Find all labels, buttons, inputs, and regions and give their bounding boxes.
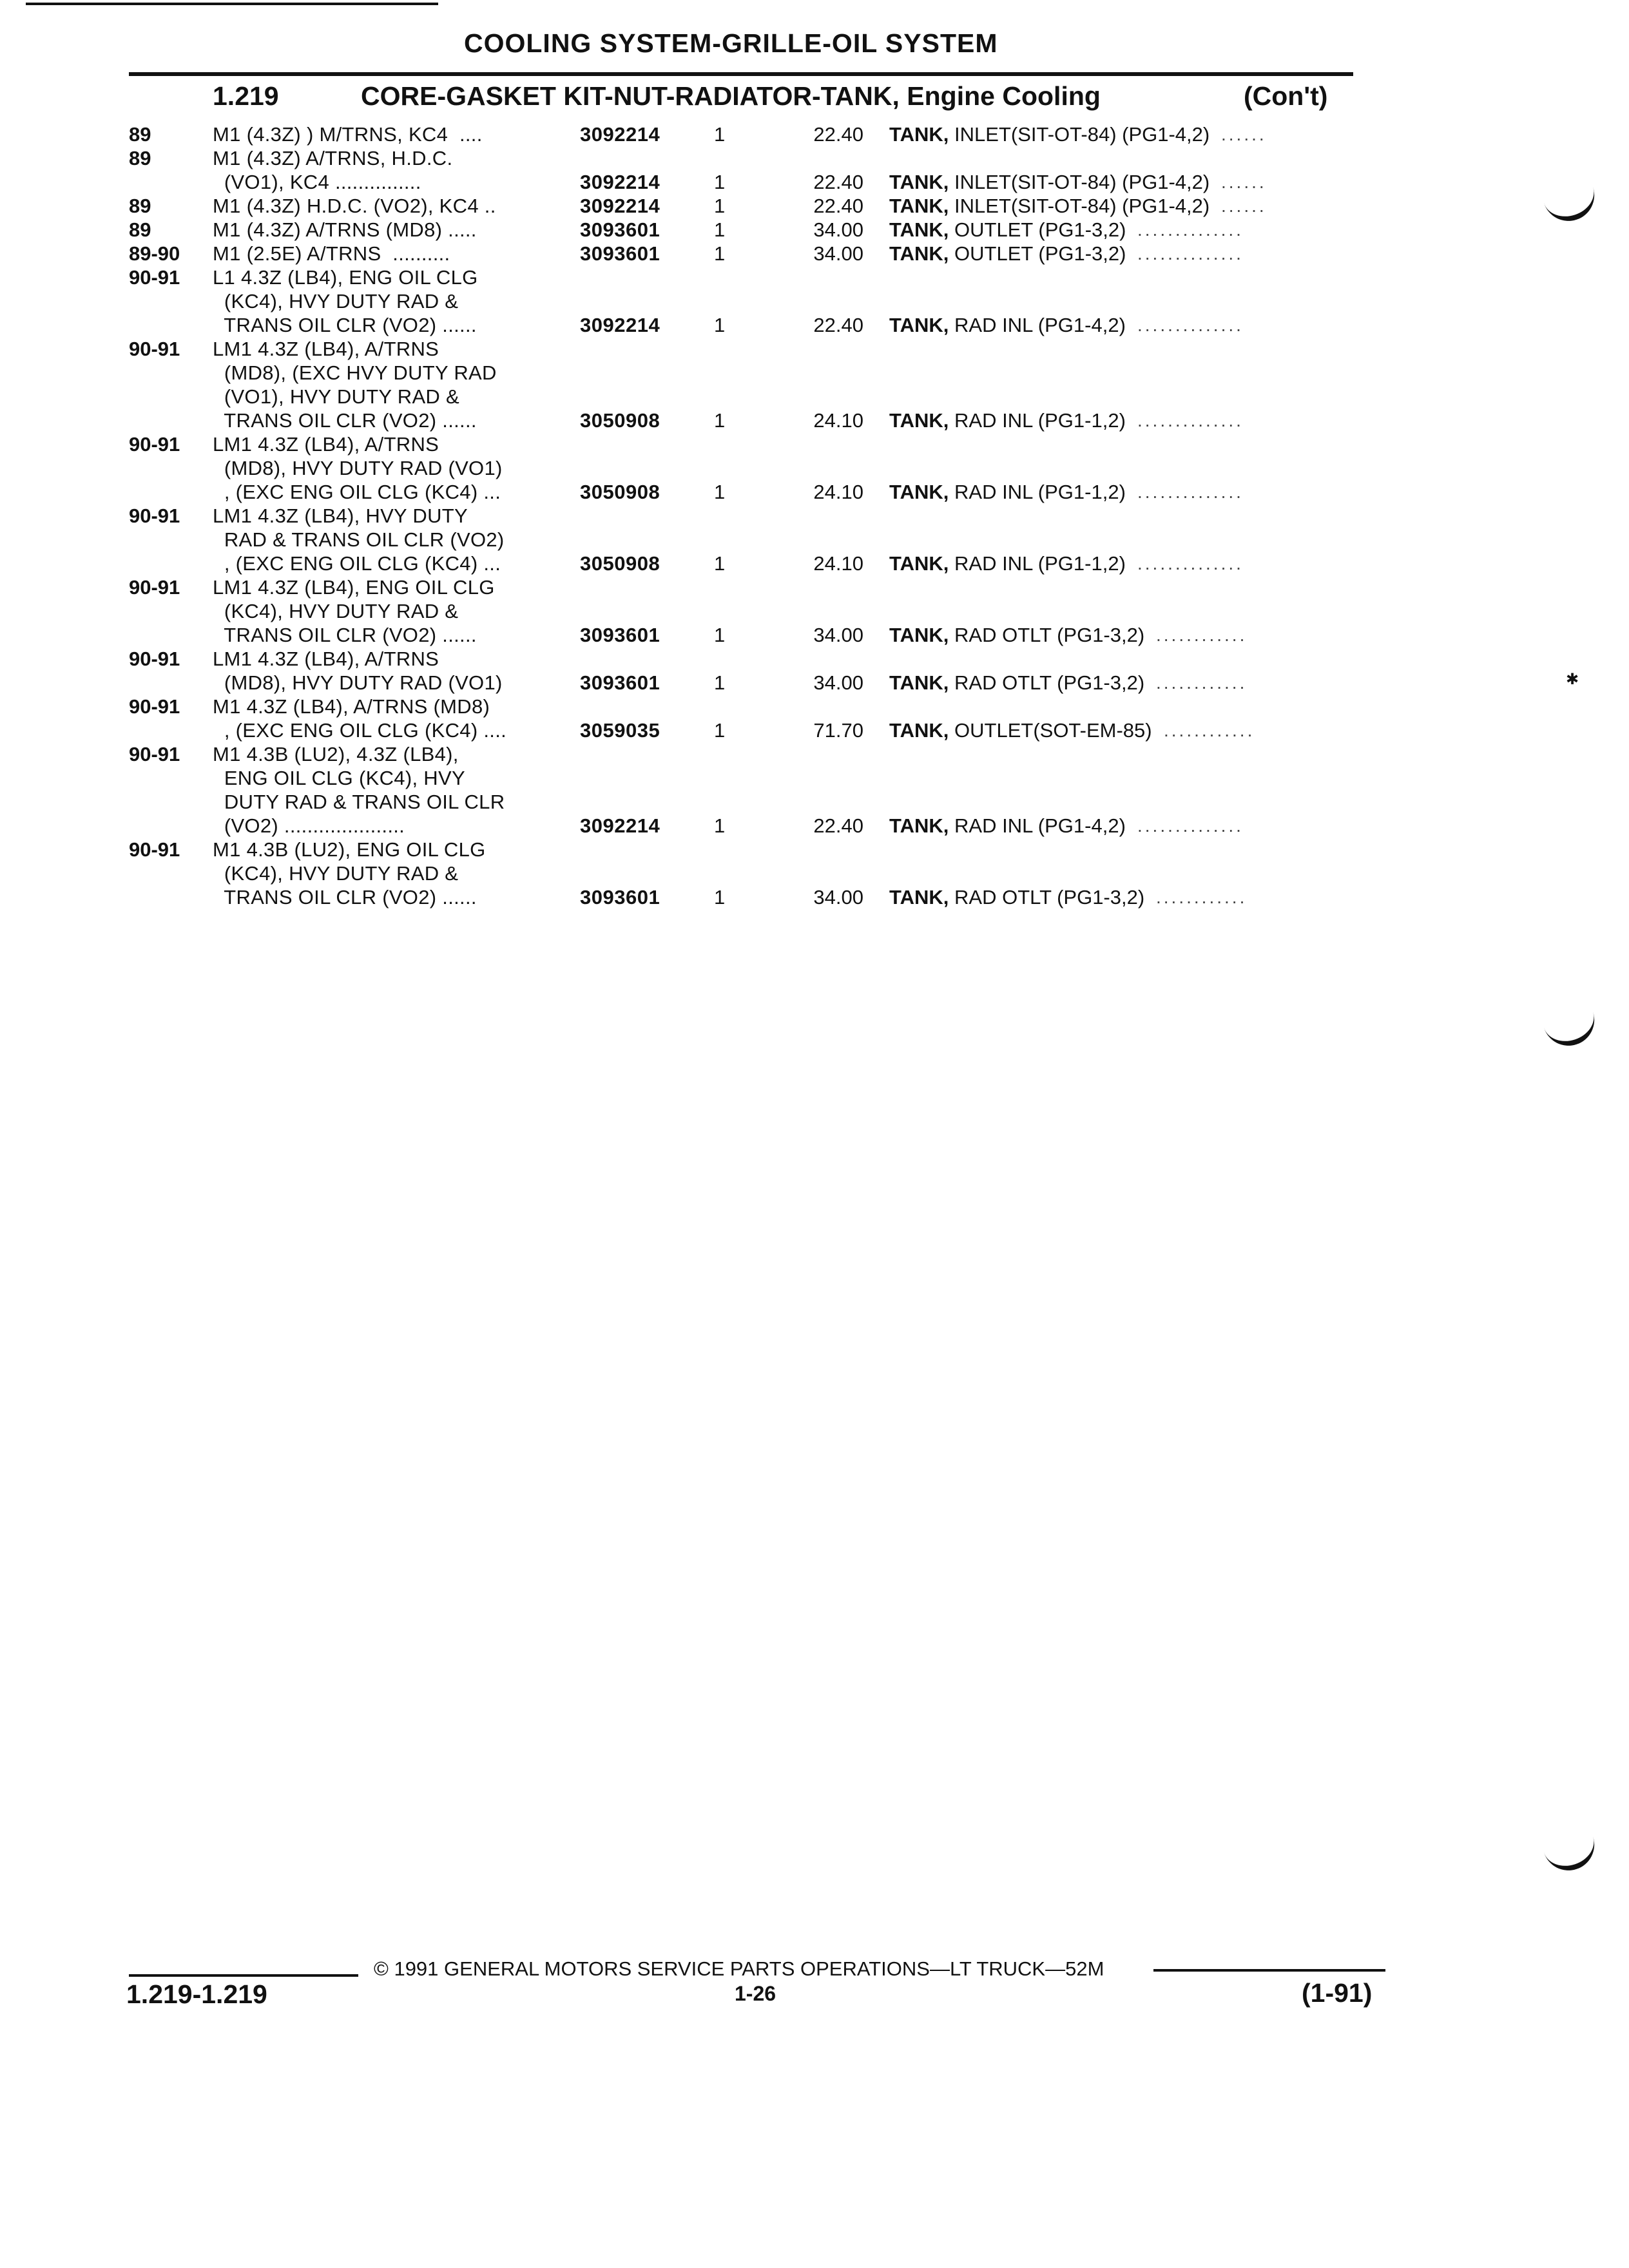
part-row xyxy=(0,742,1629,838)
model-year: 89 xyxy=(129,195,151,217)
footer-rule-right xyxy=(1153,1969,1385,1972)
quantity: 1 xyxy=(714,814,726,837)
description-line: LM1 4.3Z (LB4), A/TRNS xyxy=(213,433,439,456)
application-description xyxy=(213,432,574,504)
part-row xyxy=(0,146,1629,194)
part-name-detail: RAD INL (PG1-4,2) xyxy=(949,814,1126,837)
part-name-keyword: TANK, xyxy=(889,409,949,432)
description-line: (MD8), (EXC HVY DUTY RAD xyxy=(213,361,497,384)
description-line: LM1 4.3Z (LB4), ENG OIL CLG xyxy=(213,576,495,599)
group-heading xyxy=(213,76,1347,117)
part-row xyxy=(0,838,1629,909)
description-line: (KC4), HVY DUTY RAD & xyxy=(213,290,459,312)
part-name-keyword: TANK, xyxy=(889,314,949,336)
application-description xyxy=(213,647,574,695)
price: 71.70 xyxy=(813,719,863,742)
part-name-keyword: TANK, xyxy=(889,552,949,575)
top-edge-rule xyxy=(26,3,438,5)
continued-label: (Con't) xyxy=(1244,81,1328,111)
quantity: 1 xyxy=(714,409,726,432)
leader-dots: .............. xyxy=(1137,410,1244,430)
part-name-detail: RAD INL (PG1-1,2) xyxy=(949,409,1126,432)
leader-dots: ...... xyxy=(1221,124,1267,144)
leader-dots: ...... xyxy=(1221,196,1267,216)
price: 34.00 xyxy=(813,242,863,265)
leader-dots: .............. xyxy=(1137,482,1244,502)
description-line: M1 (4.3Z) A/TRNS, H.D.C. xyxy=(213,147,453,169)
leader-dots: .............. xyxy=(1137,220,1244,240)
footer-copyright: © 1991 GENERAL MOTORS SERVICE PARTS OPERATIONS—LT TRUCK—52M xyxy=(374,1957,1104,1980)
part-number: 3059035 xyxy=(580,719,660,742)
part-name-keyword: TANK, xyxy=(889,123,949,146)
description-line: L1 4.3Z (LB4), ENG OIL CLG xyxy=(213,266,478,289)
model-year: 90-91 xyxy=(129,338,180,360)
description-line: TRANS OIL CLR (VO2) ...... xyxy=(213,314,477,336)
description-line: (VO1), HVY DUTY RAD & xyxy=(213,385,460,408)
description-line: M1 4.3Z (LB4), A/TRNS (MD8) xyxy=(213,695,490,718)
quantity: 1 xyxy=(714,171,726,193)
part-name xyxy=(889,885,1144,909)
description-line: , (EXC ENG OIL CLG (KC4) ... xyxy=(213,552,501,575)
part-name-detail: RAD OTLT (PG1-3,2) xyxy=(949,671,1145,694)
part-number: 3093601 xyxy=(580,624,660,646)
application-description xyxy=(213,575,574,647)
model-year: 90-91 xyxy=(129,743,180,765)
part-number: 3092214 xyxy=(580,171,660,193)
leader-dots: .............. xyxy=(1137,315,1244,335)
part-name xyxy=(889,122,1210,146)
quantity: 1 xyxy=(714,314,726,336)
description-line: ENG OIL CLG (KC4), HVY xyxy=(213,767,465,789)
part-name xyxy=(889,623,1144,647)
part-name xyxy=(889,170,1210,194)
binder-hole-mark xyxy=(1543,1011,1601,1053)
part-row xyxy=(0,122,1629,146)
model-year: 89 xyxy=(129,147,151,169)
part-row xyxy=(0,432,1629,504)
application-description xyxy=(213,838,574,909)
part-name xyxy=(889,218,1126,242)
application-description xyxy=(213,265,574,337)
description-line: DUTY RAD & TRANS OIL CLR xyxy=(213,791,505,813)
footer-date-code: (1-91) xyxy=(1302,1978,1373,2008)
model-year: 89-90 xyxy=(129,242,180,265)
part-row xyxy=(0,265,1629,337)
description-line: M1 (4.3Z) ) M/TRNS, KC4 .... xyxy=(213,123,483,146)
section-title: COOLING SYSTEM-GRILLE-OIL SYSTEM xyxy=(464,28,998,58)
part-row xyxy=(0,242,1629,265)
price: 34.00 xyxy=(813,218,863,241)
part-name-detail: RAD INL (PG1-4,2) xyxy=(949,314,1126,336)
price: 22.40 xyxy=(813,171,863,193)
model-year: 90-91 xyxy=(129,648,180,670)
model-year: 90-91 xyxy=(129,576,180,599)
part-name-keyword: TANK, xyxy=(889,171,949,193)
leader-dots: ............ xyxy=(1164,720,1255,740)
model-year: 90-91 xyxy=(129,838,180,861)
part-number: 3092214 xyxy=(580,195,660,217)
part-name xyxy=(889,552,1126,575)
part-name-detail: INLET(SIT-OT-84) (PG1-4,2) xyxy=(949,171,1210,193)
model-year: 90-91 xyxy=(129,695,180,718)
part-name-keyword: TANK, xyxy=(889,481,949,503)
quantity: 1 xyxy=(714,671,726,694)
part-name xyxy=(889,671,1144,695)
description-line: TRANS OIL CLR (VO2) ...... xyxy=(213,409,477,432)
part-row xyxy=(0,337,1629,432)
part-name xyxy=(889,718,1152,742)
model-year: 90-91 xyxy=(129,266,180,289)
leader-dots: ............ xyxy=(1156,673,1248,693)
part-number: 3050908 xyxy=(580,552,660,575)
application-description xyxy=(213,194,574,218)
application-description xyxy=(213,695,574,742)
application-description xyxy=(213,122,574,146)
description-line: M1 4.3B (LU2), 4.3Z (LB4), xyxy=(213,743,459,765)
description-line: (MD8), HVY DUTY RAD (VO1) xyxy=(213,671,503,694)
part-name-detail: OUTLET (PG1-3,2) xyxy=(949,242,1126,265)
leader-dots: .............. xyxy=(1137,816,1244,836)
part-row xyxy=(0,218,1629,242)
part-row xyxy=(0,647,1629,695)
part-number: 3050908 xyxy=(580,409,660,432)
price: 22.40 xyxy=(813,814,863,837)
price: 22.40 xyxy=(813,195,863,217)
price: 24.10 xyxy=(813,481,863,503)
quantity: 1 xyxy=(714,242,726,265)
application-description xyxy=(213,742,574,838)
part-name xyxy=(889,242,1126,265)
model-year: 89 xyxy=(129,218,151,241)
description-line: (VO1), KC4 ............... xyxy=(213,171,421,193)
quantity: 1 xyxy=(714,218,726,241)
description-line: , (EXC ENG OIL CLG (KC4) ... xyxy=(213,481,501,503)
part-name xyxy=(889,408,1126,432)
part-number: 3092214 xyxy=(580,314,660,336)
footer-page-number: 1-26 xyxy=(735,1982,776,2005)
quantity: 1 xyxy=(714,123,726,146)
description-line: LM1 4.3Z (LB4), A/TRNS xyxy=(213,648,439,670)
description-line: TRANS OIL CLR (VO2) ...... xyxy=(213,886,477,908)
part-number: 3093601 xyxy=(580,218,660,241)
leader-dots: .............. xyxy=(1137,244,1244,264)
price: 22.40 xyxy=(813,123,863,146)
part-name-detail: RAD OTLT (PG1-3,2) xyxy=(949,624,1145,646)
description-line: LM1 4.3Z (LB4), A/TRNS xyxy=(213,338,439,360)
part-name-keyword: TANK, xyxy=(889,195,949,217)
description-line: M1 (4.3Z) A/TRNS (MD8) ..... xyxy=(213,218,477,241)
quantity: 1 xyxy=(714,195,726,217)
binder-hole-mark xyxy=(1543,1836,1601,1878)
description-line: (VO2) ..................... xyxy=(213,814,405,837)
part-number: 3093601 xyxy=(580,671,660,694)
part-name xyxy=(889,480,1126,504)
part-name-detail: OUTLET (PG1-3,2) xyxy=(949,218,1126,241)
application-description xyxy=(213,337,574,432)
leader-dots: ............ xyxy=(1156,887,1248,907)
part-name-keyword: TANK, xyxy=(889,814,949,837)
description-line: M1 (4.3Z) H.D.C. (VO2), KC4 .. xyxy=(213,195,496,217)
leader-dots: ............ xyxy=(1156,625,1248,645)
part-name xyxy=(889,814,1126,838)
footer-range: 1.219-1.219 xyxy=(126,1979,267,2009)
part-name-keyword: TANK, xyxy=(889,242,949,265)
group-title: CORE-GASKET KIT-NUT-RADIATOR-TANK, Engine Cooling xyxy=(361,81,1101,111)
leader-dots: .............. xyxy=(1137,553,1244,573)
part-number: 3092214 xyxy=(580,814,660,837)
part-number: 3050908 xyxy=(580,481,660,503)
part-number: 3092214 xyxy=(580,123,660,146)
quantity: 1 xyxy=(714,481,726,503)
model-year: 89 xyxy=(129,123,151,146)
part-row xyxy=(0,695,1629,742)
price: 24.10 xyxy=(813,552,863,575)
description-line: (KC4), HVY DUTY RAD & xyxy=(213,600,459,622)
application-description xyxy=(213,242,574,265)
quantity: 1 xyxy=(714,886,726,908)
leader-dots: ...... xyxy=(1221,172,1267,192)
part-row xyxy=(0,504,1629,575)
model-year: 90-91 xyxy=(129,433,180,456)
price: 34.00 xyxy=(813,886,863,908)
part-name xyxy=(889,313,1126,337)
part-row xyxy=(0,194,1629,218)
part-name xyxy=(889,194,1210,218)
footer-rule-left xyxy=(129,1974,358,1977)
quantity: 1 xyxy=(714,552,726,575)
part-row xyxy=(0,575,1629,647)
part-name-keyword: TANK, xyxy=(889,671,949,694)
part-number: 3093601 xyxy=(580,886,660,908)
description-line: LM1 4.3Z (LB4), HVY DUTY xyxy=(213,505,468,527)
part-name-detail: RAD INL (PG1-1,2) xyxy=(949,481,1126,503)
part-name-keyword: TANK, xyxy=(889,886,949,908)
quantity: 1 xyxy=(714,624,726,646)
parts-list xyxy=(0,122,1629,909)
part-name-detail: OUTLET(SOT-EM-85) xyxy=(949,719,1152,742)
part-name-keyword: TANK, xyxy=(889,624,949,646)
description-line: M1 4.3B (LU2), ENG OIL CLG xyxy=(213,838,486,861)
description-line: , (EXC ENG OIL CLG (KC4) .... xyxy=(213,719,507,742)
scan-speck: ✱ xyxy=(1566,671,1579,688)
part-name-keyword: TANK, xyxy=(889,218,949,241)
description-line: (MD8), HVY DUTY RAD (VO1) xyxy=(213,457,503,479)
price: 22.40 xyxy=(813,314,863,336)
quantity: 1 xyxy=(714,719,726,742)
part-name-detail: INLET(SIT-OT-84) (PG1-4,2) xyxy=(949,195,1210,217)
part-name-detail: RAD OTLT (PG1-3,2) xyxy=(949,886,1145,908)
application-description xyxy=(213,504,574,575)
price: 24.10 xyxy=(813,409,863,432)
description-line: RAD & TRANS OIL CLR (VO2) xyxy=(213,528,505,551)
description-line: (KC4), HVY DUTY RAD & xyxy=(213,862,459,885)
model-year: 90-91 xyxy=(129,505,180,527)
description-line: TRANS OIL CLR (VO2) ...... xyxy=(213,624,477,646)
price: 34.00 xyxy=(813,624,863,646)
part-name-keyword: TANK, xyxy=(889,719,949,742)
part-name-detail: INLET(SIT-OT-84) (PG1-4,2) xyxy=(949,123,1210,146)
part-number: 3093601 xyxy=(580,242,660,265)
application-description xyxy=(213,218,574,242)
group-number: 1.219 xyxy=(213,81,279,111)
application-description xyxy=(213,146,574,194)
description-line: M1 (2.5E) A/TRNS .......... xyxy=(213,242,450,265)
part-name-detail: RAD INL (PG1-1,2) xyxy=(949,552,1126,575)
price: 34.00 xyxy=(813,671,863,694)
